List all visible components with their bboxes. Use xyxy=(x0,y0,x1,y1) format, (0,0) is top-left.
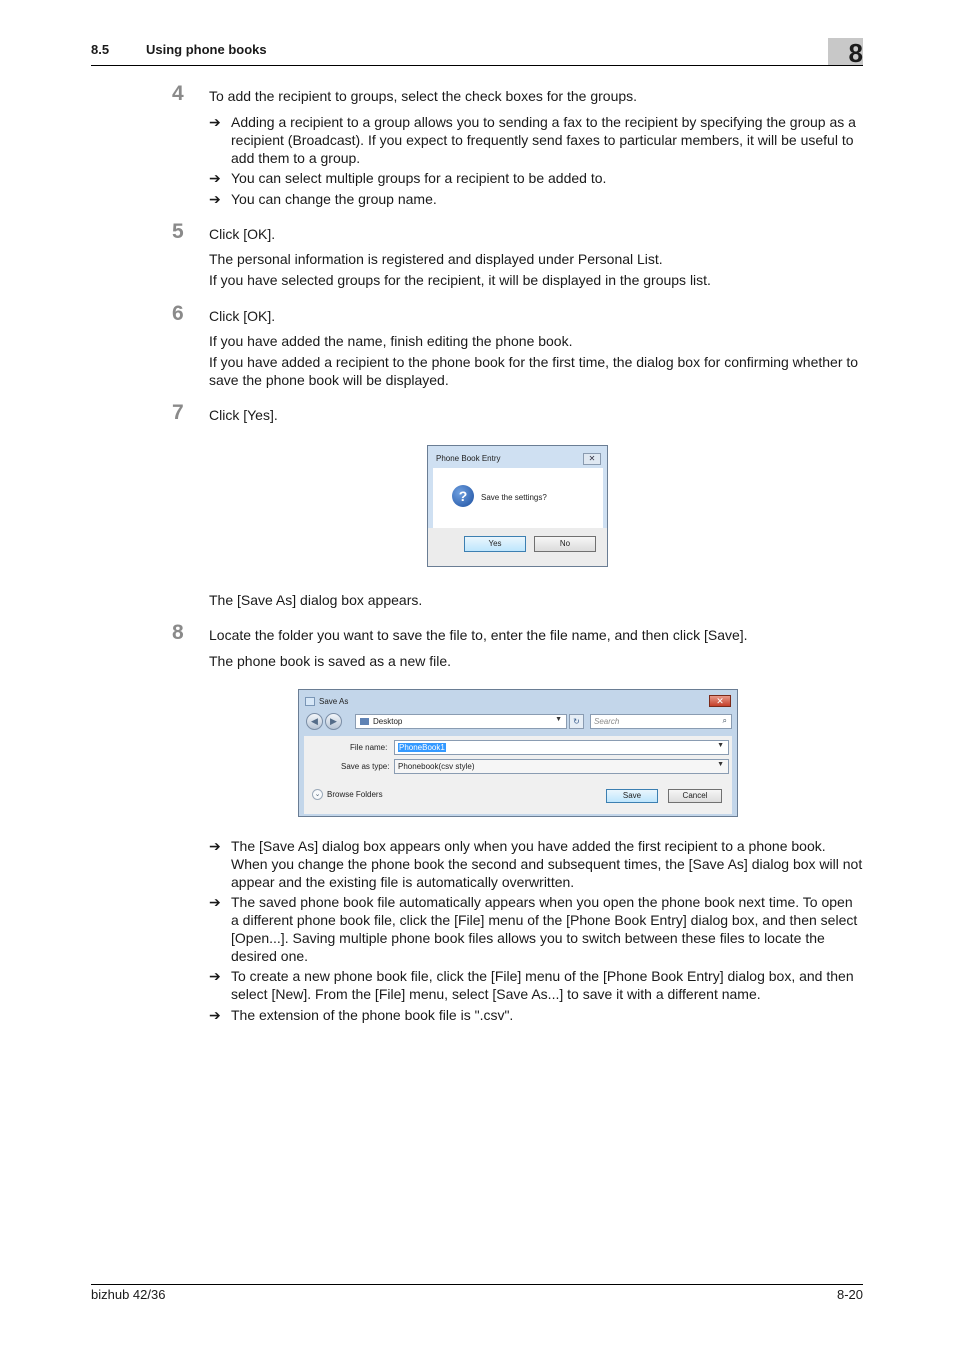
page-number: 8-20 xyxy=(836,1287,863,1302)
arrow-icon: ➔ xyxy=(209,968,221,984)
dialog-title: Save As xyxy=(319,697,349,706)
no-button[interactable]: No xyxy=(534,536,596,552)
arrow-icon: ➔ xyxy=(209,1007,221,1023)
save-form xyxy=(304,736,732,814)
step-note: If you have selected groups for the recipient, it will be displayed in the groups list. xyxy=(209,272,711,288)
bullet-text: The [Save As] dialog box appears only when you have added the first recipient to a phone book. When you change the phone book the second and subsequent times, the [Save As] dialog box will not appear and the existing file is automatically overwritten. xyxy=(231,838,863,890)
folder-icon xyxy=(360,718,369,725)
dialog-message: Save the settings? xyxy=(481,493,547,502)
step-text: To add the recipient to groups, select the check boxes for the groups. xyxy=(209,88,638,104)
browse-folders-toggle[interactable]: Browse Folders xyxy=(327,790,383,799)
chevron-down-icon[interactable]: ⌄ xyxy=(312,789,323,800)
step-note: If you have added the name, finish editing the phone book. xyxy=(209,333,573,349)
step-text: Click [OK]. xyxy=(209,308,276,324)
bullet-text: The extension of the phone book file is ".csv". xyxy=(231,1007,514,1023)
save-button[interactable]: Save xyxy=(606,789,658,803)
step-number: 8 xyxy=(172,621,184,644)
refresh-icon[interactable]: ↻ xyxy=(569,714,584,729)
location-bar[interactable] xyxy=(355,714,567,729)
chevron-down-icon[interactable]: ▼ xyxy=(555,716,562,723)
save-type-value: Phonebook(csv style) xyxy=(398,762,475,771)
arrow-icon: ➔ xyxy=(209,114,221,130)
file-name-field[interactable] xyxy=(394,740,729,755)
step-note: The personal information is registered and displayed under Personal List. xyxy=(209,251,663,267)
step-number: 7 xyxy=(172,401,184,424)
close-icon[interactable]: ✕ xyxy=(583,453,601,465)
bullet-text: Adding a recipient to a group allows you to sending a fax to the recipient by specifying the group as a recipient (Broadcast). If you expect to frequently send faxes to particular members, it will be useful to add them to a group. xyxy=(231,114,856,166)
save-type-label: Save as type: xyxy=(341,762,390,771)
yes-button[interactable]: Yes xyxy=(464,536,526,552)
arrow-icon: ➔ xyxy=(209,170,221,186)
step-number: 4 xyxy=(172,82,184,105)
step-text: Click [Yes]. xyxy=(209,407,278,423)
file-name-label: File name: xyxy=(350,743,388,752)
step-note: If you have added a recipient to the phone book for the first time, the dialog box for confirming whether to save the phone book will be displayed. xyxy=(209,354,859,388)
file-name-value: PhoneBook1 xyxy=(399,743,445,752)
bullet-text: The saved phone book file automatically appears when you open the phone book next time. To open a different phone book file, click the [File] menu of the [Phone Book Entry] dialog box, and then select [Open...]. Saving multiple phone book files allows you to switch between these files to locate the desired one. xyxy=(231,894,858,964)
section-title: Using phone books xyxy=(146,42,267,57)
header-rule xyxy=(91,65,863,66)
step-text: Locate the folder you want to save the file to, enter the file name, and then click [Save]. xyxy=(209,627,748,643)
location-text: Desktop xyxy=(373,717,403,726)
search-input[interactable] xyxy=(590,714,732,729)
dialog-button-bar xyxy=(428,528,607,566)
chevron-down-icon[interactable]: ▼ xyxy=(717,761,724,768)
arrow-icon: ➔ xyxy=(209,894,221,910)
forward-icon[interactable]: ▶ xyxy=(325,713,342,730)
back-icon[interactable]: ◀ xyxy=(306,713,323,730)
arrow-icon: ➔ xyxy=(209,838,221,854)
search-placeholder: Search xyxy=(594,717,620,726)
step-number: 5 xyxy=(172,220,184,243)
arrow-icon: ➔ xyxy=(209,191,221,207)
dialog-title: Phone Book Entry xyxy=(436,454,501,463)
search-icon: ⌕ xyxy=(722,716,727,725)
cancel-button[interactable]: Cancel xyxy=(668,789,722,803)
footer-rule xyxy=(91,1284,863,1285)
step-number: 6 xyxy=(172,302,184,325)
step-note: The phone book is saved as a new file. xyxy=(209,653,452,669)
question-icon: ? xyxy=(452,485,474,507)
save-type-select[interactable] xyxy=(394,759,729,774)
chapter-badge: 8 xyxy=(828,38,863,66)
chevron-down-icon[interactable]: ▼ xyxy=(717,742,724,749)
bullet-text: To create a new phone book file, click the [File] menu of the [Phone Book Entry] dialog box, and then select [New]. From the [File] menu, select [Save As...] to save it with a different name. xyxy=(231,968,854,1002)
bullet-text: You can change the group name. xyxy=(231,191,437,207)
save-as-dialog xyxy=(298,689,738,817)
confirm-dialog xyxy=(427,445,608,567)
bullet-text: You can select multiple groups for a recipient to be added to. xyxy=(231,170,607,186)
section-number: 8.5 xyxy=(91,42,110,57)
close-icon[interactable]: ✕ xyxy=(709,695,731,707)
product-name: bizhub 42/36 xyxy=(91,1287,166,1302)
dialog-body xyxy=(433,468,603,528)
save-icon xyxy=(305,697,315,706)
step-text: Click [OK]. xyxy=(209,226,276,242)
step-note: The [Save As] dialog box appears. xyxy=(209,592,423,608)
